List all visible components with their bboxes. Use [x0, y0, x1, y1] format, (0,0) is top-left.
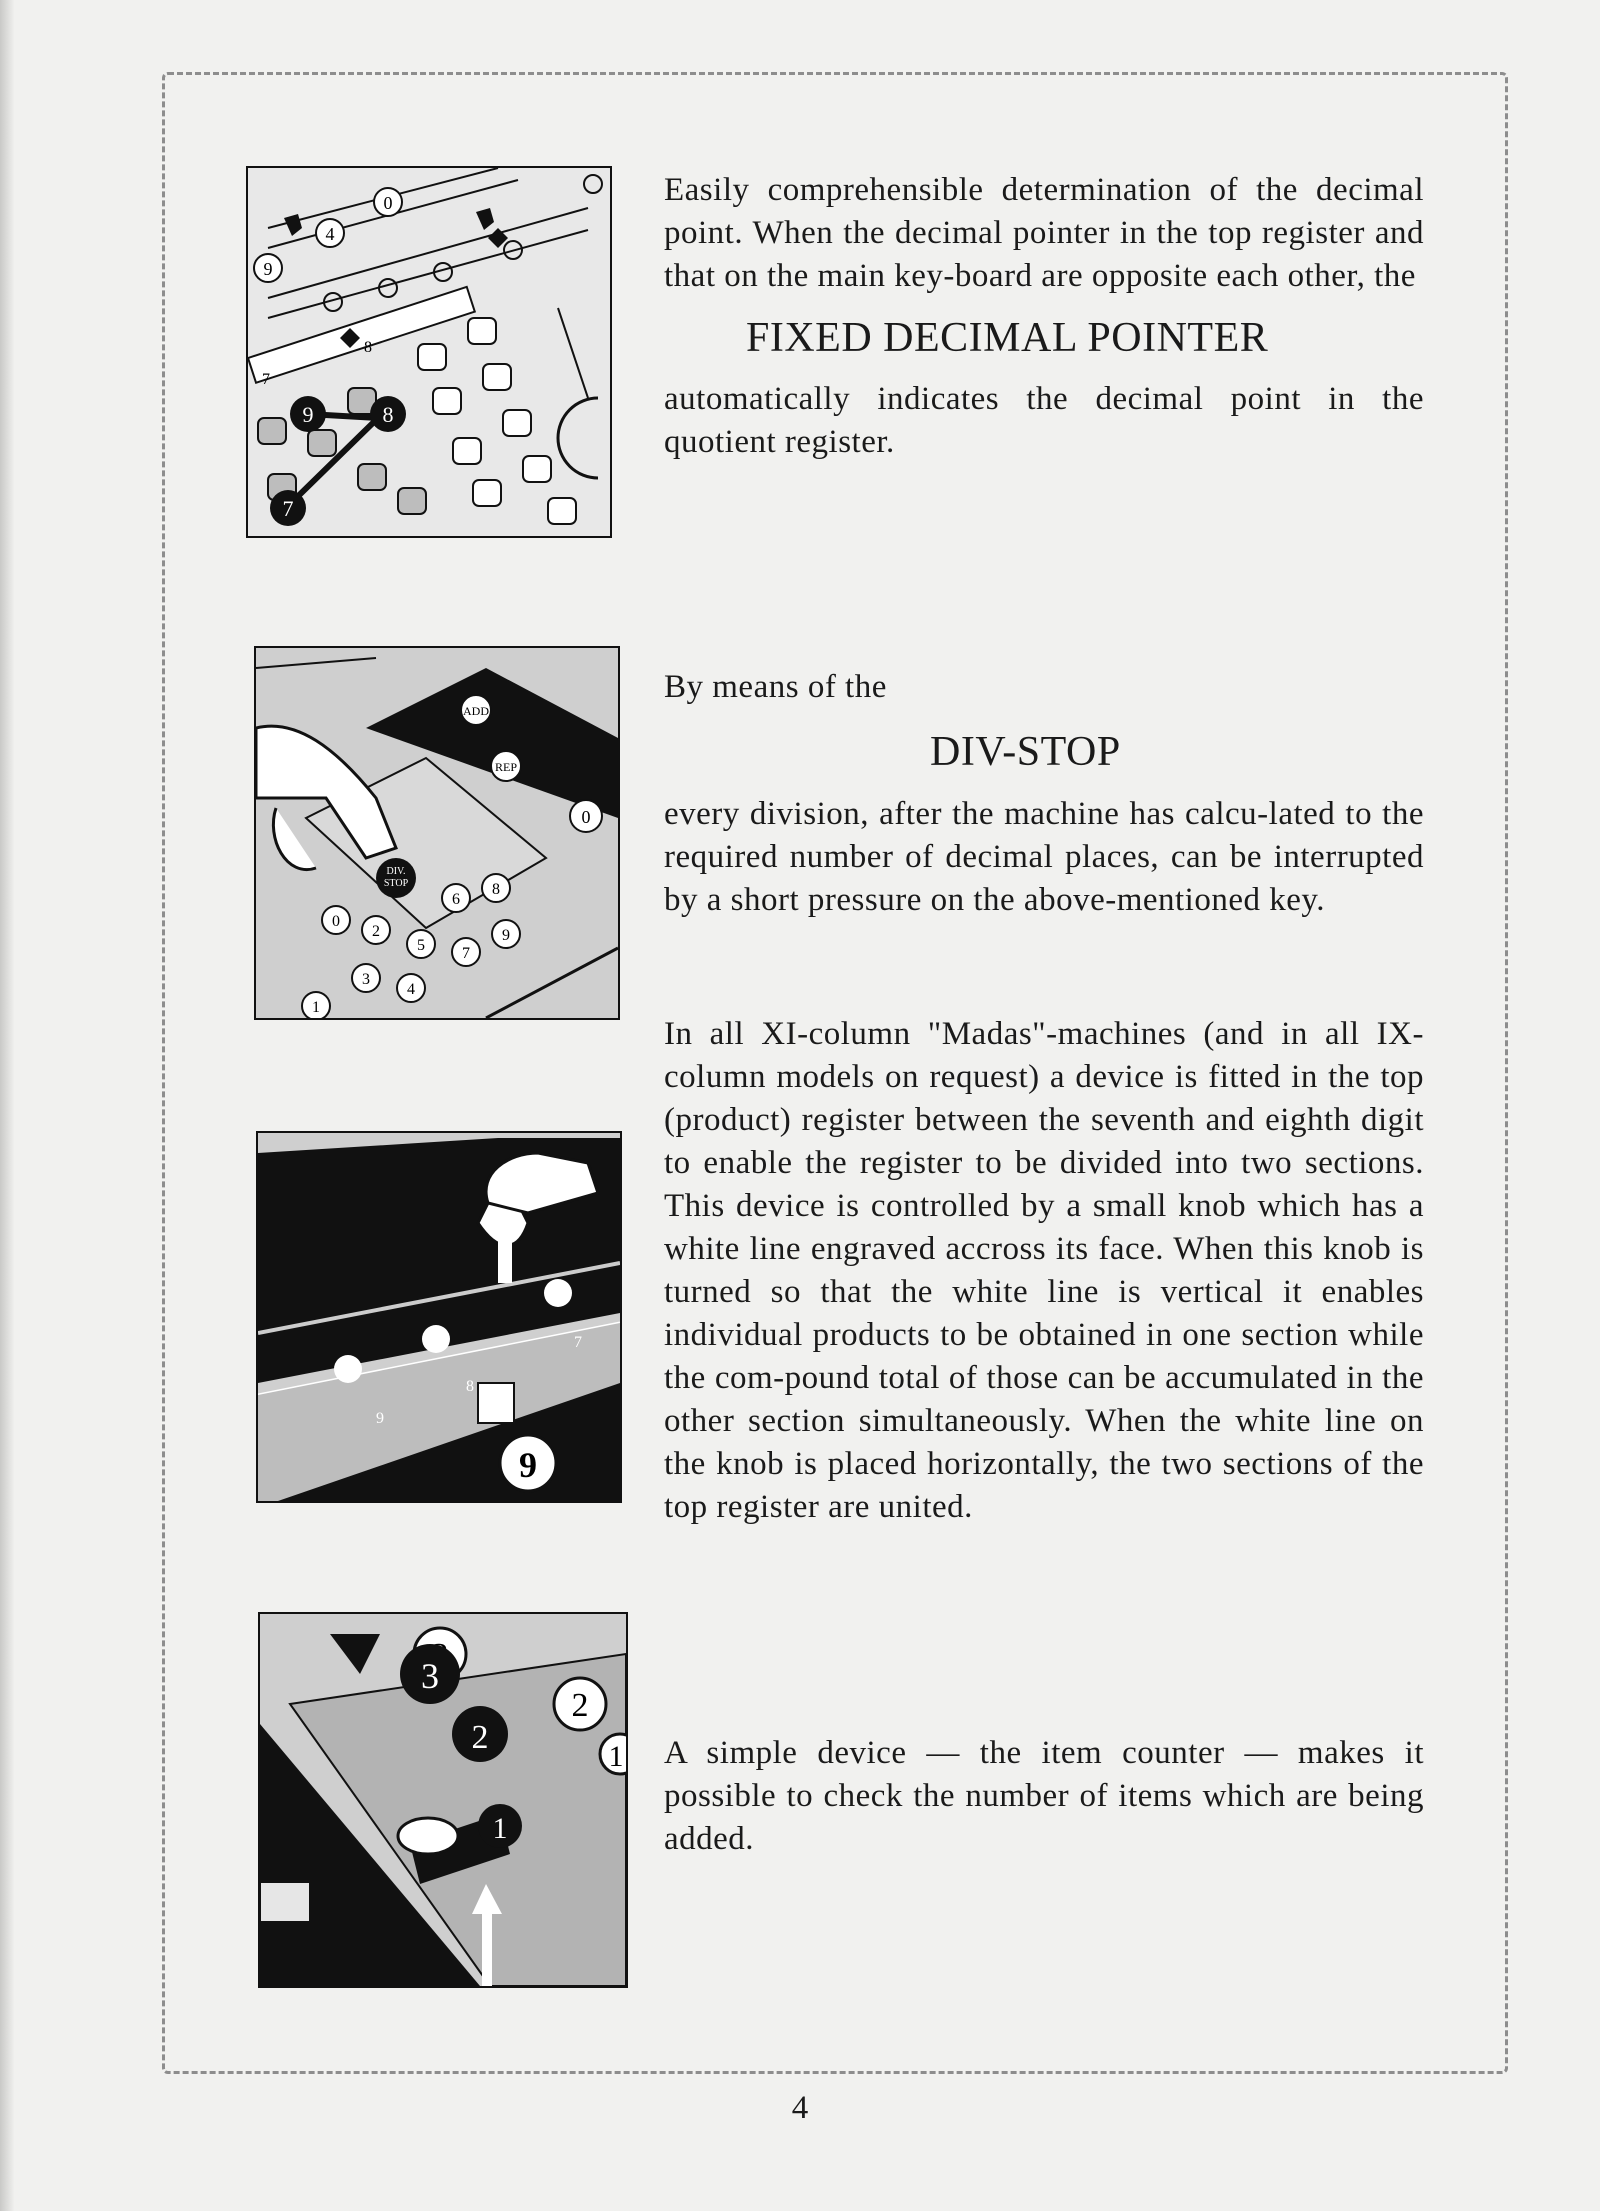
section-fixed-decimal-pointer: [664, 169, 1424, 464]
key-digit: 5: [417, 937, 425, 954]
key-digit: 0: [581, 807, 591, 827]
key-digit: 6: [452, 891, 460, 908]
keyboard-drawing: [248, 168, 610, 536]
heading-fixed-decimal-pointer: FIXED DECIMAL POINTER: [746, 315, 1269, 361]
section-split-register: [664, 1013, 1424, 1529]
section-div-stop: [664, 666, 1424, 922]
add-key-label: ADD: [463, 704, 489, 718]
key-digit: 8: [382, 402, 394, 427]
section-item-counter: [664, 1732, 1424, 1861]
register-drawing: [258, 1133, 620, 1501]
key-digit: 1: [312, 999, 320, 1016]
item-counter-illustration: [258, 1612, 628, 1988]
div-stop-key-label-top: DIV.: [386, 866, 406, 877]
section2-outro: every division, after the machine has calcu-lated to the required number of decimal places, can be interrupted by a short pressure on the above-mentioned key.: [664, 796, 1424, 918]
key-digit: 8: [492, 881, 500, 898]
rep-key-label: REP: [494, 760, 518, 774]
heading-div-stop: DIV-STOP: [930, 729, 1121, 775]
key-digit: 7: [282, 496, 294, 521]
key-digit: 9: [302, 402, 314, 427]
register-split-knob-illustration: [256, 1131, 622, 1503]
key-digit: 7: [462, 945, 470, 962]
page-edge: [0, 0, 14, 2211]
key-digit: 3: [362, 971, 370, 988]
counter-key-digit: 1: [492, 1812, 508, 1845]
register-digit: 7: [574, 1334, 582, 1351]
section1-outro: automatically indicates the decimal point in the quotient register.: [664, 381, 1424, 460]
key-digit: 9: [502, 927, 510, 944]
register-digit: 4: [325, 224, 335, 244]
counter-key-digit: 1: [608, 1740, 624, 1773]
key-digit: 4: [407, 981, 415, 998]
keyboard-digit: 7: [262, 371, 270, 388]
item-counter-drawing: [260, 1614, 626, 1986]
register-digit: 8: [466, 1378, 474, 1395]
counter-key-digit: 2: [471, 1719, 489, 1756]
register-digit: 0: [383, 193, 393, 213]
section1-intro: Easily comprehensible determination of the decimal point. When the decimal pointer in the top register and that on the main key-board are opposite each other, the: [664, 172, 1424, 294]
div-stop-key-label-bottom: STOP: [383, 878, 409, 889]
page-number: 4: [791, 2090, 809, 2126]
div-stop-illustration: [254, 646, 620, 1020]
register-digit: 9: [376, 1410, 384, 1427]
section3-body: In all XI-column "Madas"-machines (and in all IX-column models on request) a device is fitted in the top (product) register between the seventh and eighth digit to enable the register to be divided into two sections. This device is controlled by a small knob which has a white line engraved accross its face. When this knob is turned so that the white line is vertical it enables individual products to be obtained in one section while the com-pound total of those can be accumulated in the other section simultaneously. When the white line on the knob is placed horizontally, the two sections of the top register are united.: [664, 1016, 1424, 1525]
section2-intro: By means of the: [664, 669, 887, 705]
key-digit: 0: [332, 913, 340, 930]
counter-key-digit: 3: [421, 1656, 439, 1696]
section4-body: A simple device — the item counter — makes it possible to check the number of items which are being added.: [664, 1735, 1424, 1857]
counter-key-digit: 2: [571, 1687, 589, 1724]
keyboard-digit: 8: [364, 339, 372, 356]
key-digit: 2: [372, 923, 380, 940]
fixed-decimal-pointer-illustration: [246, 166, 612, 538]
register-digit: 9: [519, 1445, 537, 1485]
div-stop-drawing: [256, 648, 618, 1018]
register-digit: 9: [263, 259, 273, 279]
